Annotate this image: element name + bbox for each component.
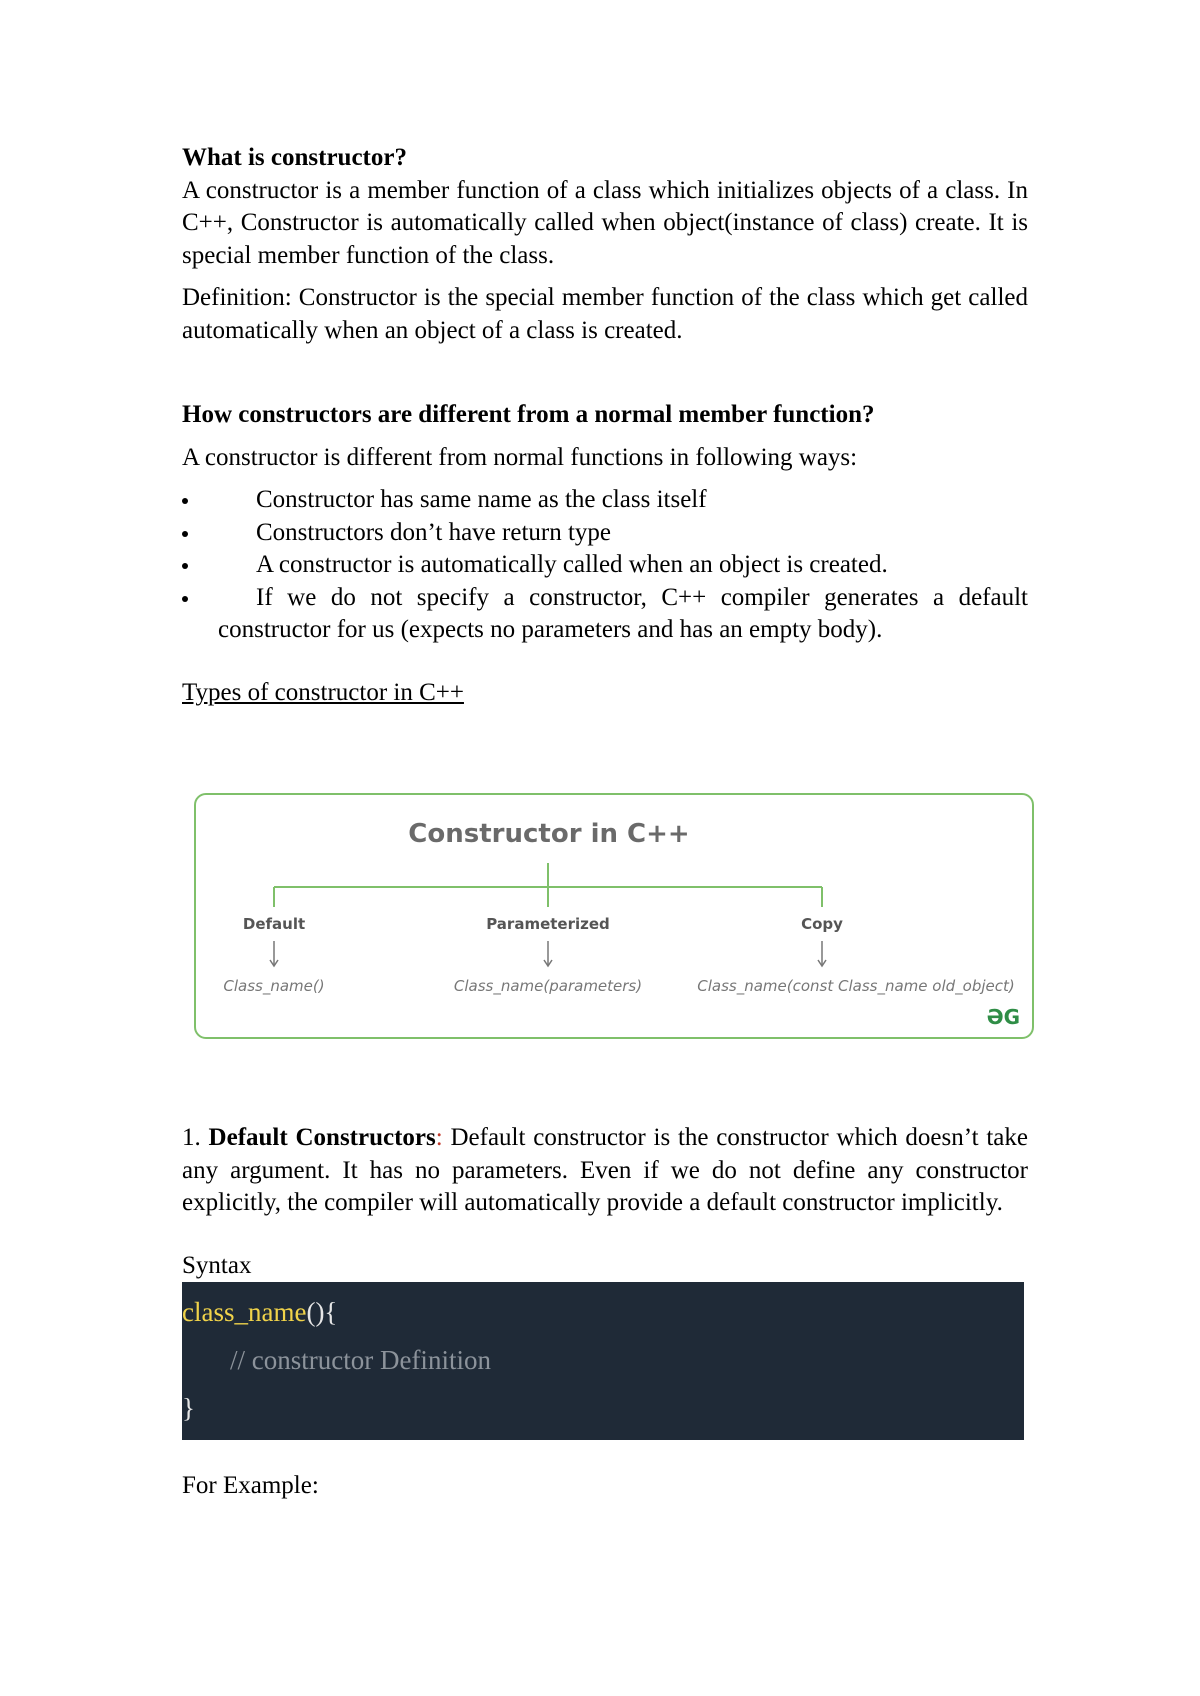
code-line-1: class_name(){ bbox=[182, 1297, 338, 1327]
heading-how-different: How constructors are different from a normal member function? bbox=[182, 401, 875, 428]
constructor-types-diagram bbox=[194, 793, 1034, 1039]
bullet-icon bbox=[182, 563, 188, 569]
difference-list bbox=[182, 484, 1028, 647]
branch-label-copy: Copy bbox=[801, 915, 843, 933]
branch-code-copy: Class_name(const Class_name old_object) bbox=[697, 977, 1015, 995]
list-item: A constructor is automatically called when an object is created. bbox=[182, 549, 1028, 582]
list-item: Constructors don’t have return type bbox=[182, 517, 1028, 550]
difference-intro: A constructor is different from normal functions in following ways: bbox=[182, 443, 858, 471]
constructor-description: A constructor is a member function of a class which initializes objects of a class. In C++, Constructor is automatically called when object(instance of class) create. It is special member function of the class. bbox=[182, 176, 1028, 269]
list-item: If we do not specify a constructor, C++ compiler generates a default constructor for us (expects no parameters and has an empty body). bbox=[182, 582, 1028, 647]
list-item: Constructor has same name as the class itself bbox=[182, 484, 1028, 517]
default-constructor-term: Default Constructors bbox=[208, 1124, 436, 1151]
code-line-2: // constructor Definition bbox=[230, 1345, 491, 1375]
syntax-label: Syntax bbox=[182, 1251, 252, 1279]
types-heading: Types of constructor in C++ bbox=[182, 678, 464, 706]
branch-code-parameterized: Class_name(parameters) bbox=[453, 977, 643, 995]
default-constructor-paragraph: 1. Default Constructors: Default constructor is the constructor which doesn’t take any argument. It has no parameters. Even if we do not define any constructor explicitly, the compiler will automatically provide a default constructor implicitly. bbox=[182, 1124, 1028, 1216]
branch-label-default: Default bbox=[242, 915, 306, 933]
code-block bbox=[182, 1282, 1024, 1440]
diagram-title: Constructor in C++ bbox=[408, 819, 690, 849]
default-constructor-section bbox=[182, 1122, 1028, 1503]
bullet-icon bbox=[182, 498, 188, 504]
branch-label-parameterized: Parameterized bbox=[486, 915, 610, 933]
branch-code-default: Class_name() bbox=[223, 977, 325, 995]
example-label: For Example: bbox=[182, 1472, 319, 1499]
heading-what-is-constructor: What is constructor? bbox=[182, 144, 407, 171]
code-line-3: } bbox=[182, 1393, 195, 1423]
bullet-icon bbox=[182, 596, 188, 602]
bullet-icon bbox=[182, 531, 188, 537]
arrow-connectors bbox=[270, 941, 826, 966]
tree-connectors bbox=[274, 863, 822, 907]
constructor-definition: Definition: Constructor is the special member function of the class which get called automatically when an object of a class is created. bbox=[182, 284, 1028, 344]
gfg-logo: ƏG bbox=[986, 1005, 1020, 1029]
intro-content bbox=[182, 142, 1028, 709]
